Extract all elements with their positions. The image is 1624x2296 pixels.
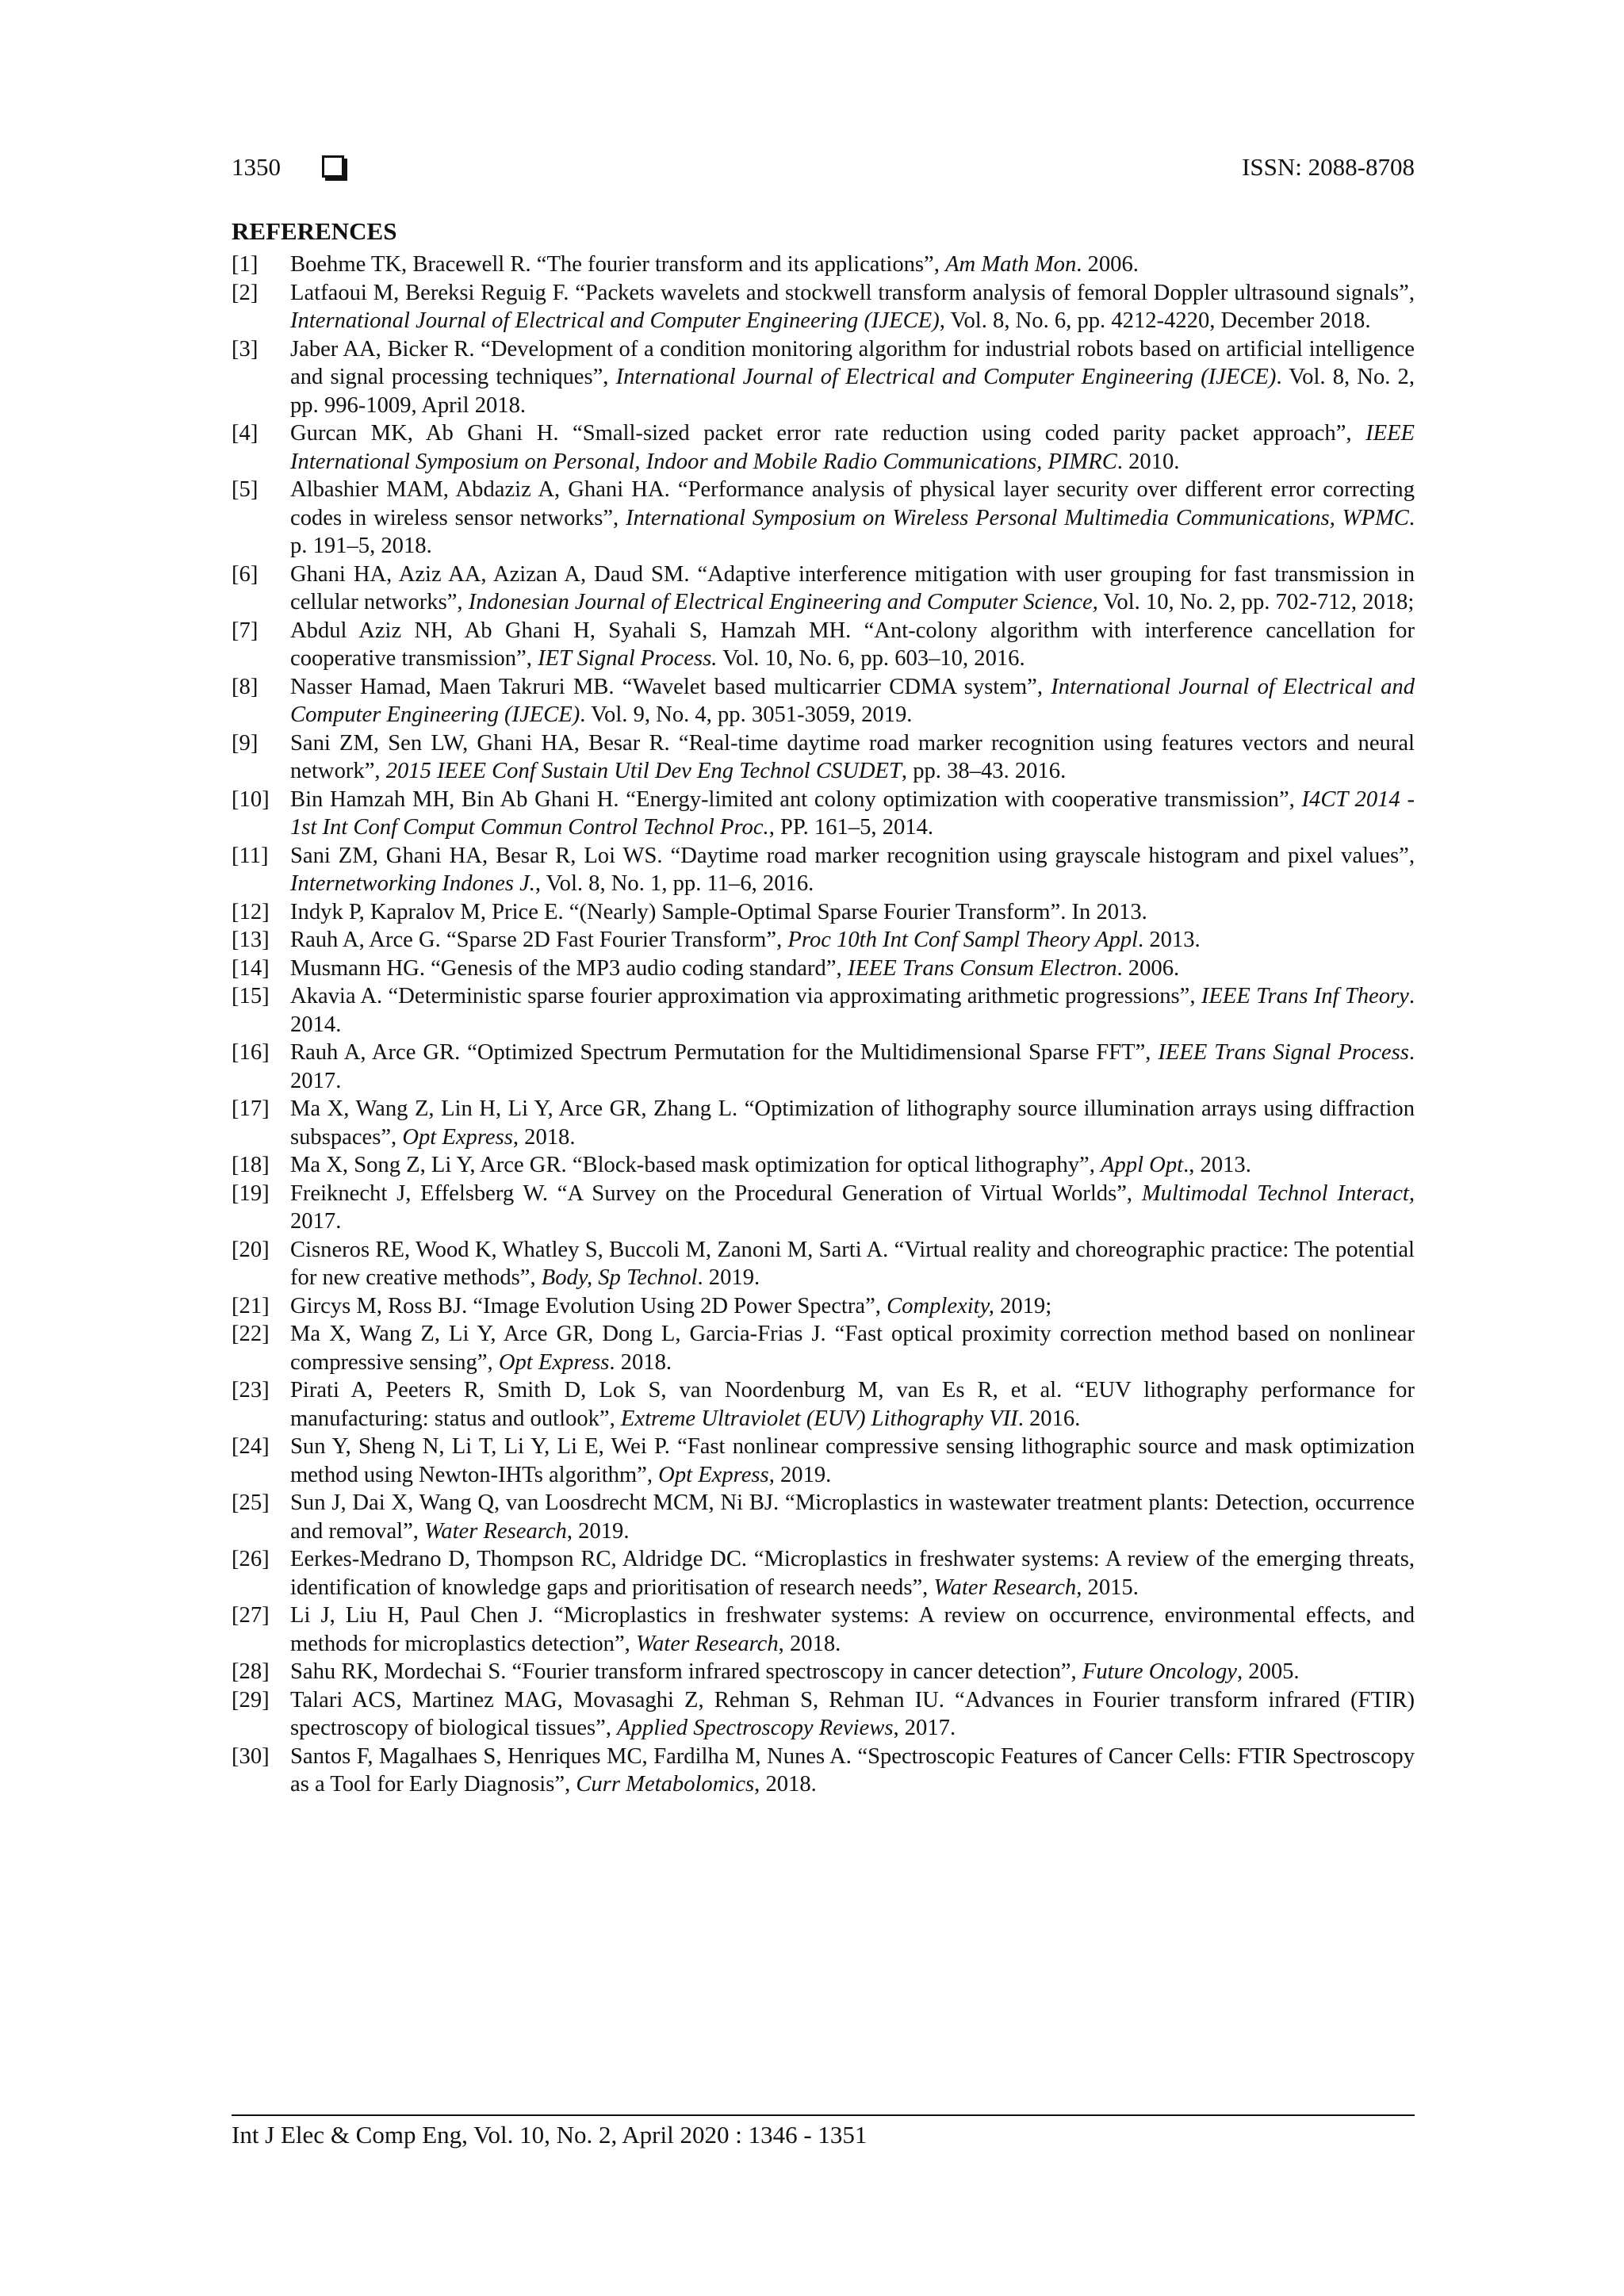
reference-item <box>232 419 1415 476</box>
reference-segment: Rauh A, Arce G. “Sparse 2D Fast Fourier Transform”, <box>290 928 788 952</box>
reference-segment: , 2018. <box>778 1631 841 1656</box>
reference-segment: Indyk P, Kapralov M, Price E. “(Nearly) Sample-Optimal Sparse Fourier Transform”. In 2013. <box>290 899 1147 924</box>
reference-segment: Akavia A. “Deterministic sparse fourier approximation via approximating arithmetic progressions”, <box>290 984 1201 1008</box>
reference-segment: Pirati A, Peeters R, Smith D, Lok S, van Noordenburg M, van Es R, et al. “EUV lithography performance for manufacturing: status and outlook”, <box>290 1378 1415 1431</box>
reference-segment: . 2010. <box>1116 449 1180 474</box>
reference-text <box>290 335 1415 420</box>
reference-list <box>232 251 1415 1799</box>
reference-text <box>290 955 1415 983</box>
reference-number: [22] <box>232 1322 270 1346</box>
reference-text <box>290 476 1415 561</box>
reference-number: [23] <box>232 1378 270 1402</box>
square-bullet-icon <box>322 155 344 178</box>
reference-source: 2015 IEEE Conf Sustain Util Dev Eng Technol CSUDET <box>385 759 902 783</box>
reference-item <box>232 279 1415 335</box>
reference-source: Extreme Ultraviolet (EUV) Lithography VII <box>620 1406 1018 1431</box>
reference-segment: . Vol. 9, No. 4, pp. 3051-3059, 2019. <box>580 702 913 727</box>
reference-item <box>232 842 1415 898</box>
reference-number: [30] <box>232 1743 270 1769</box>
reference-item <box>232 1320 1415 1376</box>
reference-segment: 2017. <box>290 1209 342 1234</box>
reference-segment: Nasser Hamad, Maen Takruri MB. “Wavelet based multicarrier CDMA system”, <box>290 674 1051 699</box>
reference-segment: . 2014. <box>290 984 1415 1037</box>
reference-segment: Gircys M, Ross BJ. “Image Evolution Using 2D Power Spectra”, <box>290 1293 887 1318</box>
reference-source: Opt Express <box>402 1124 513 1150</box>
reference-number: [1] <box>232 252 259 277</box>
reference-text <box>290 1743 1415 1799</box>
reference-text <box>290 617 1415 673</box>
reference-number: [16] <box>232 1040 270 1065</box>
reference-source: Indonesian Journal of Electrical Engineering and Computer Science, <box>468 590 1098 614</box>
section-title: REFERENCES <box>232 217 397 245</box>
reference-number: [12] <box>232 899 270 924</box>
reference-item <box>232 476 1415 561</box>
reference-segment: Latfaoui M, Bereksi Reguig F. “Packets wavelets and stockwell transform analysis of femoral Doppler ultrasound signals”, <box>290 280 1415 305</box>
reference-text <box>290 673 1415 729</box>
reference-number: [9] <box>232 730 259 756</box>
reference-item <box>232 1658 1415 1686</box>
reference-text <box>290 926 1415 955</box>
reference-number: [11] <box>232 843 269 868</box>
reference-number: [17] <box>232 1096 270 1121</box>
reference-text <box>290 982 1415 1039</box>
reference-text <box>290 1236 1415 1292</box>
reference-source: International Journal of Electrical and Computer Engineering (IJECE) <box>615 365 1277 389</box>
reference-source: Proc 10th Int Conf Sampl Theory Appl <box>787 928 1139 952</box>
reference-text <box>290 1545 1415 1601</box>
reference-segment: Sun J, Dai X, Wang Q, van Loosdrecht MCM, Ni BJ. “Microplastics in wastewater treatment plants: Detection, occurrence and removal”, <box>290 1490 1415 1544</box>
reference-source: IET Signal Process. <box>538 646 718 671</box>
reference-segment: . p. 191–5, 2018. <box>290 505 1415 558</box>
reference-source: International Journal of Electrical and Computer Engineering (IJECE) <box>290 674 1415 727</box>
reference-segment: Freiknecht J, Effelsberg W. “A Survey on the Procedural Generation of Virtual Worlds”, <box>290 1181 1142 1206</box>
reference-text <box>290 1686 1415 1743</box>
reference-segment: . 2006. <box>1116 955 1180 981</box>
reference-item <box>232 617 1415 673</box>
reference-source: IEEE Trans Inf Theory <box>1201 984 1409 1008</box>
reference-source: Opt Express <box>498 1349 610 1375</box>
reference-segment: . 2013. <box>1138 928 1201 952</box>
reference-segment: Eerkes-Medrano D, Thompson RC, Aldridge DC. “Microplastics in freshwater systems: A review of the emerging threats, identification of knowledge gaps and prioritisation of research needs”, <box>290 1547 1415 1600</box>
reference-text <box>290 419 1415 476</box>
reference-text <box>290 1180 1415 1236</box>
reference-segment: Vol. 10, No. 2, pp. 702-712, 2018; <box>1097 590 1415 614</box>
reference-segment: , 2018. <box>754 1772 817 1797</box>
reference-source: IEEE Trans Signal Process <box>1158 1040 1409 1065</box>
reference-segment: Ma X, Wang Z, Li Y, Arce GR, Dong L, Garcia-Frias J. “Fast optical proximity correction method based on nonlinear compressive sensing”, <box>290 1322 1415 1375</box>
reference-number: [3] <box>232 336 259 362</box>
page-header <box>232 153 1415 193</box>
reference-number: [14] <box>232 955 270 981</box>
reference-item <box>232 786 1415 842</box>
reference-source: Body, Sp Technol <box>541 1265 698 1290</box>
reference-item <box>232 251 1415 279</box>
reference-segment: Ghani HA, Aziz AA, Azizan A, Daud SM. “Adaptive interference mitigation with user grouping for fast transmission in cellular networks”, <box>290 561 1415 614</box>
reference-source: Internetworking Indones J. <box>290 871 535 896</box>
reference-item <box>232 1545 1415 1601</box>
reference-segment: Sani ZM, Ghani HA, Besar R, Loi WS. “Daytime road marker recognition using grayscale histogram and pixel values”, <box>290 843 1415 868</box>
reference-text <box>290 1433 1415 1489</box>
reference-item <box>232 561 1415 617</box>
reference-item <box>232 729 1415 786</box>
reference-text <box>290 1658 1415 1686</box>
reference-segment: Ma X, Song Z, Li Y, Arce GR. “Block-based mask optimization for optical lithography”, <box>290 1153 1101 1177</box>
reference-number: [15] <box>232 984 270 1008</box>
reference-segment: Vol. 10, No. 6, pp. 603–10, 2016. <box>717 646 1025 671</box>
footer-citation: Int J Elec & Comp Eng, Vol. 10, No. 2, April 2020 : 1346 - 1351 <box>232 2121 868 2149</box>
reference-number: [6] <box>232 561 259 587</box>
reference-item <box>232 1039 1415 1095</box>
reference-source: Water Research <box>424 1518 567 1544</box>
reference-segment: Sun Y, Sheng N, Li T, Li Y, Li E, Wei P. “Fast nonlinear compressive sensing lithographic source and mask optimization method using Newton-IHTs algorithm”, <box>290 1434 1415 1487</box>
reference-item <box>232 673 1415 729</box>
reference-segment: . 2019. <box>697 1265 760 1290</box>
reference-segment: , 2018. <box>512 1124 576 1150</box>
reference-text <box>290 842 1415 898</box>
reference-segment: 2019; <box>994 1293 1052 1318</box>
reference-text <box>290 1320 1415 1376</box>
reference-text <box>290 1095 1415 1151</box>
reference-item <box>232 1095 1415 1151</box>
reference-segment: ., 2013. <box>1183 1153 1251 1177</box>
reference-segment: Santos F, Magalhaes S, Henriques MC, Fardilha M, Nunes A. “Spectroscopic Features of Cancer Cells: FTIR Spectroscopy as a Tool for Early Diagnosis”, <box>290 1743 1415 1797</box>
reference-segment: . 2018. <box>609 1349 672 1375</box>
reference-item <box>232 1376 1415 1433</box>
reference-segment: , PP. 161–5, 2014. <box>768 815 934 840</box>
reference-segment: . 2006. <box>1076 252 1139 277</box>
reference-segment: , 2017. <box>893 1716 956 1740</box>
reference-item <box>232 955 1415 983</box>
page-number: 1350 <box>232 153 281 181</box>
reference-item <box>232 1601 1415 1658</box>
reference-text <box>290 1292 1415 1321</box>
reference-source: International Symposium on Wireless Personal Multimedia Communications, WPMC <box>626 505 1409 530</box>
reference-text <box>290 1376 1415 1433</box>
reference-text <box>290 898 1415 927</box>
reference-text <box>290 1489 1415 1545</box>
reference-source: Future Oncology <box>1082 1659 1237 1684</box>
reference-segment: , Vol. 8, No. 1, pp. 11–6, 2016. <box>534 871 814 896</box>
reference-source: IEEE Trans Consum Electron <box>847 955 1117 981</box>
reference-number: [5] <box>232 477 259 502</box>
reference-source: International Journal of Electrical and Computer Engineering (IJECE) <box>290 308 940 333</box>
reference-source: IEEE International Symposium on Personal, Indoor and Mobile Radio Communications, PIMRC <box>290 421 1415 474</box>
reference-number: [25] <box>232 1490 270 1515</box>
reference-segment: , 2019. <box>768 1462 832 1487</box>
reference-segment: , 2019. <box>566 1518 630 1544</box>
reference-item <box>232 1489 1415 1545</box>
reference-number: [24] <box>232 1434 270 1459</box>
reference-segment: Li J, Liu H, Paul Chen J. “Microplastics in freshwater systems: A review on occurrence, environmental effects, and methods for microplastics detection”, <box>290 1603 1415 1656</box>
reference-text <box>290 1151 1415 1180</box>
reference-segment: , 2005. <box>1236 1659 1300 1684</box>
reference-number: [13] <box>232 928 270 952</box>
reference-item <box>232 1151 1415 1180</box>
reference-segment: Cisneros RE, Wood K, Whatley S, Buccoli M, Zanoni M, Sarti A. “Virtual reality and choreographic practice: The potential for new creative methods”, <box>290 1237 1415 1290</box>
reference-item <box>232 1743 1415 1799</box>
reference-number: [18] <box>232 1153 270 1177</box>
reference-segment: Gurcan MK, Ab Ghani H. “Small-sized packet error rate reduction using coded parity packet approach”, <box>290 421 1366 446</box>
reference-item <box>232 335 1415 420</box>
reference-number: [21] <box>232 1293 270 1318</box>
reference-segment: Rauh A, Arce GR. “Optimized Spectrum Permutation for the Multidimensional Sparse FFT”, <box>290 1040 1159 1065</box>
reference-text <box>290 1601 1415 1658</box>
reference-source: Am Math Mon <box>945 252 1077 277</box>
reference-segment: . 2016. <box>1017 1406 1081 1431</box>
reference-source: Curr Metabolomics <box>576 1772 755 1797</box>
reference-item <box>232 1236 1415 1292</box>
reference-item <box>232 982 1415 1039</box>
reference-source: Water Research <box>635 1631 779 1656</box>
reference-number: [7] <box>232 618 259 643</box>
reference-number: [4] <box>232 421 259 446</box>
reference-number: [10] <box>232 786 270 812</box>
reference-segment: Boehme TK, Bracewell R. “The fourier transform and its applications”, <box>290 252 946 277</box>
reference-source: I4CT 2014 - 1st Int Conf Comput Commun Control Technol Proc. <box>290 786 1415 840</box>
reference-segment: Bin Hamzah MH, Bin Ab Ghani H. “Energy-limited ant colony optimization with cooperative transmission”, <box>290 786 1302 812</box>
reference-segment: Sani ZM, Sen LW, Ghani HA, Besar R. “Real-time daytime road marker recognition using features vectors and neural network”, <box>290 730 1415 783</box>
issn-label: ISSN: 2088-8708 <box>1242 153 1415 181</box>
reference-number: [26] <box>232 1547 270 1571</box>
reference-source: Applied Spectroscopy Reviews <box>617 1716 894 1740</box>
reference-text <box>290 729 1415 786</box>
reference-number: [19] <box>232 1181 270 1206</box>
footer-divider <box>232 2114 1415 2116</box>
reference-text <box>290 1039 1415 1095</box>
reference-text <box>290 786 1415 842</box>
reference-number: [20] <box>232 1237 270 1262</box>
reference-text <box>290 279 1415 335</box>
reference-number: [27] <box>232 1603 270 1628</box>
reference-text <box>290 251 1415 279</box>
reference-source: Opt Express <box>658 1462 769 1487</box>
reference-item <box>232 1433 1415 1489</box>
reference-number: [2] <box>232 280 259 305</box>
reference-text <box>290 561 1415 617</box>
reference-item <box>232 1686 1415 1743</box>
reference-segment: Ma X, Wang Z, Lin H, Li Y, Arce GR, Zhang L. “Optimization of lithography source illumination arrays using diffraction subspaces”, <box>290 1096 1415 1150</box>
reference-item <box>232 926 1415 955</box>
reference-source: Water Research, <box>933 1575 1082 1600</box>
reference-segment: , pp. 38–43. 2016. <box>901 759 1067 783</box>
reference-segment: Talari ACS, Martinez MAG, Movasaghi Z, Rehman S, Rehman IU. “Advances in Fourier transform infrared (FTIR) spectroscopy of biological tissues”, <box>290 1687 1415 1740</box>
reference-item <box>232 898 1415 927</box>
reference-segment: Sahu RK, Mordechai S. “Fourier transform infrared spectroscopy in cancer detection”, <box>290 1659 1082 1684</box>
reference-segment: Musmann HG. “Genesis of the MP3 audio coding standard”, <box>290 955 848 981</box>
reference-segment: Jaber AA, Bicker R. “Development of a condition monitoring algorithm for industrial robots based on artificial intelligence and signal processing techniques”, <box>290 336 1415 389</box>
reference-segment: , Vol. 8, No. 6, pp. 4212-4220, December 2018. <box>939 308 1371 333</box>
reference-segment: . Vol. 8, No. 2, pp. 996-1009, April 2018. <box>290 365 1415 418</box>
reference-segment: . 2017. <box>290 1040 1415 1093</box>
reference-segment: Abdul Aziz NH, Ab Ghani H, Syahali S, Hamzah MH. “Ant-colony algorithm with interference cancellation for cooperative transmission”, <box>290 618 1415 671</box>
reference-item <box>232 1292 1415 1321</box>
reference-number: [29] <box>232 1687 270 1712</box>
reference-segment: 2015. <box>1082 1575 1139 1600</box>
reference-source: Complexity, <box>887 1293 994 1318</box>
reference-source: Appl Opt <box>1101 1153 1184 1177</box>
reference-number: [28] <box>232 1659 270 1684</box>
reference-segment: Albashier MAM, Abdaziz A, Ghani HA. “Performance analysis of physical layer security over different error correcting codes in wireless sensor networks”, <box>290 477 1415 530</box>
reference-number: [8] <box>232 674 259 699</box>
reference-source: Multimodal Technol Interact, <box>1141 1181 1415 1206</box>
reference-item <box>232 1180 1415 1236</box>
